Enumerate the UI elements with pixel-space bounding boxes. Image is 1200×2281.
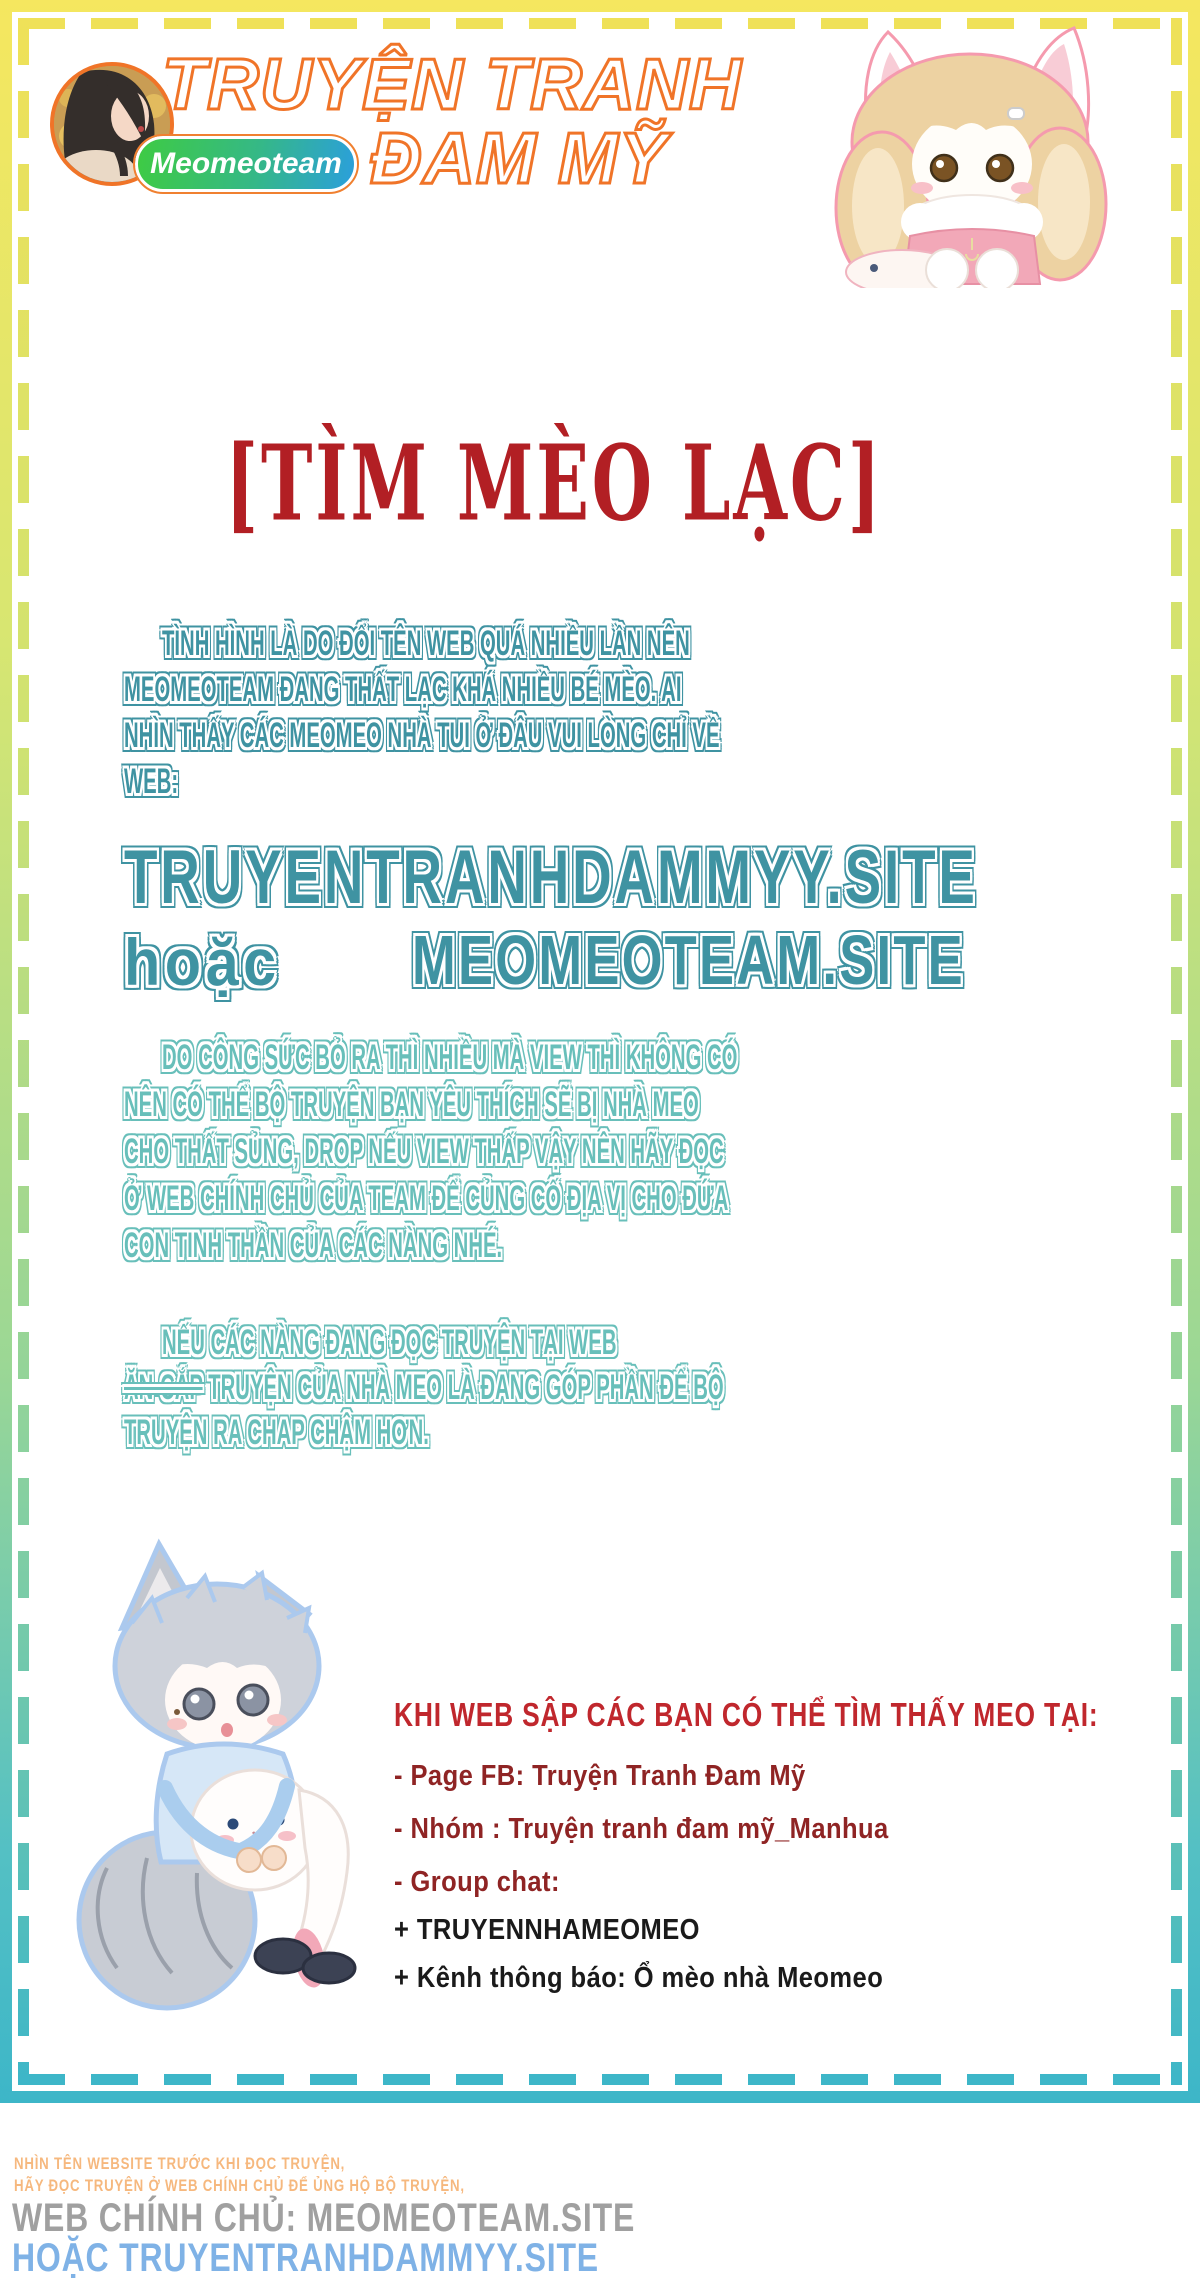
footer-note-1: NHÌN TÊN WEBSITE TRƯỚC KHI ĐỌC TRUYỆN, [14,2154,346,2173]
para2-line3: CHO THẤT SỦNG, DROP NẾU VIEW THẤP VẬY NÊN HÃY ĐỌC [124,1132,724,1171]
contact-item-fb-page: - Page FB: Truyện Tranh Đam Mỹ [394,1760,806,1792]
team-badge-label: Meomeoteam [150,147,342,180]
contact-item-group-chat: - Group chat: [394,1866,560,1898]
para3-strike-text: ĂN-CẮP [124,1368,203,1407]
content-card [12,12,1188,2091]
site-url-secondary: MEOMEOTEAM.SITE [412,921,965,999]
para3-line3: TRUYỆN RA CHAP CHẬM HƠN. [124,1413,429,1452]
footer-main-site: WEB CHÍNH CHỦ: MEOMEOTEAM.SITE [12,2196,636,2240]
site-or-label: hoặc [124,925,281,999]
para2-line2: NÊN CÓ THỂ BỘ TRUYỆN BẠN YÊU THÍCH SẼ BỊ NHÀ MEO [124,1085,699,1124]
para2-line1: DO CÔNG SỨC BỎ RA THÌ NHIỀU MÀ VIEW THÌ KHÔNG CÓ [162,1038,738,1077]
contact-item-channel: + Kênh thông báo: Ổ mèo nhà Meomeo [394,1962,884,1994]
para3-line2-rest: TRUYỆN CỦA NHÀ MEO LÀ ĐANG GÓP PHẦN ĐỂ BỘ [202,1368,724,1407]
chibi-wolf-boy-illustration [37,1528,367,2020]
page-title: [TÌM MÈO LẠC] [225,422,884,545]
footer-note-2: HÃY ĐỌC TRUYỆN Ở WEB CHÍNH CHỦ ĐỂ ỦNG HỘ BỘ TRUYỆN, [14,2176,465,2195]
contact-item-group: - Nhóm : Truyện tranh đam mỹ_Manhua [394,1813,889,1845]
para1-line2: MEOMEOTEAM ĐANG THẤT LẠC KHÁ NHIỀU BÉ MÈO. AI [124,670,682,709]
logo-title-line1: TRUYỆN TRANH [162,45,742,125]
para3-line1: NẾU CÁC NÀNG ĐANG ĐỌC TRUYỆN TẠI WEB [162,1323,617,1362]
dashed-border-right [1171,18,1182,2085]
para1-line4: WEB: [124,762,179,801]
para1-line1: TÌNH HÌNH LÀ DO ĐỔI TÊN WEB QUÁ NHIỀU LẦN NÊN [162,624,690,663]
dashed-border-bottom [18,2074,1182,2085]
team-badge [135,136,357,192]
para2-line5: CON TINH THẦN CỦA CÁC NÀNG NHÉ. [124,1226,503,1265]
contact-item-chat-name: + TRUYENNHAMEOMEO [394,1914,700,1946]
contact-heading: KHI WEB SẬP CÁC BẠN CÓ THỂ TÌM THẤY MEO TẠI: [394,1696,1099,1733]
chibi-cat-girl-illustration [782,20,1152,288]
logo-title-line2: ĐAM MỸ [370,119,668,199]
dashed-border-left [18,18,29,2085]
para3-line2 [124,1368,724,1408]
site-url-primary: TRUYENTRANHDAMMYY.SITE [124,835,978,920]
para2-line4: Ở WEB CHÍNH CHỦ CỦA TEAM ĐỂ CỦNG CỐ ĐỊA VỊ CHO ĐỨA [124,1179,729,1218]
para1-line3: NHÌN THẤY CÁC MEOMEO NHÀ TUI Ở ĐÂU VUI LÒNG CHỈ VỀ [124,716,720,755]
footer-alt-site: HOẶC TRUYENTRANHDAMMYY.SITE [12,2236,599,2280]
